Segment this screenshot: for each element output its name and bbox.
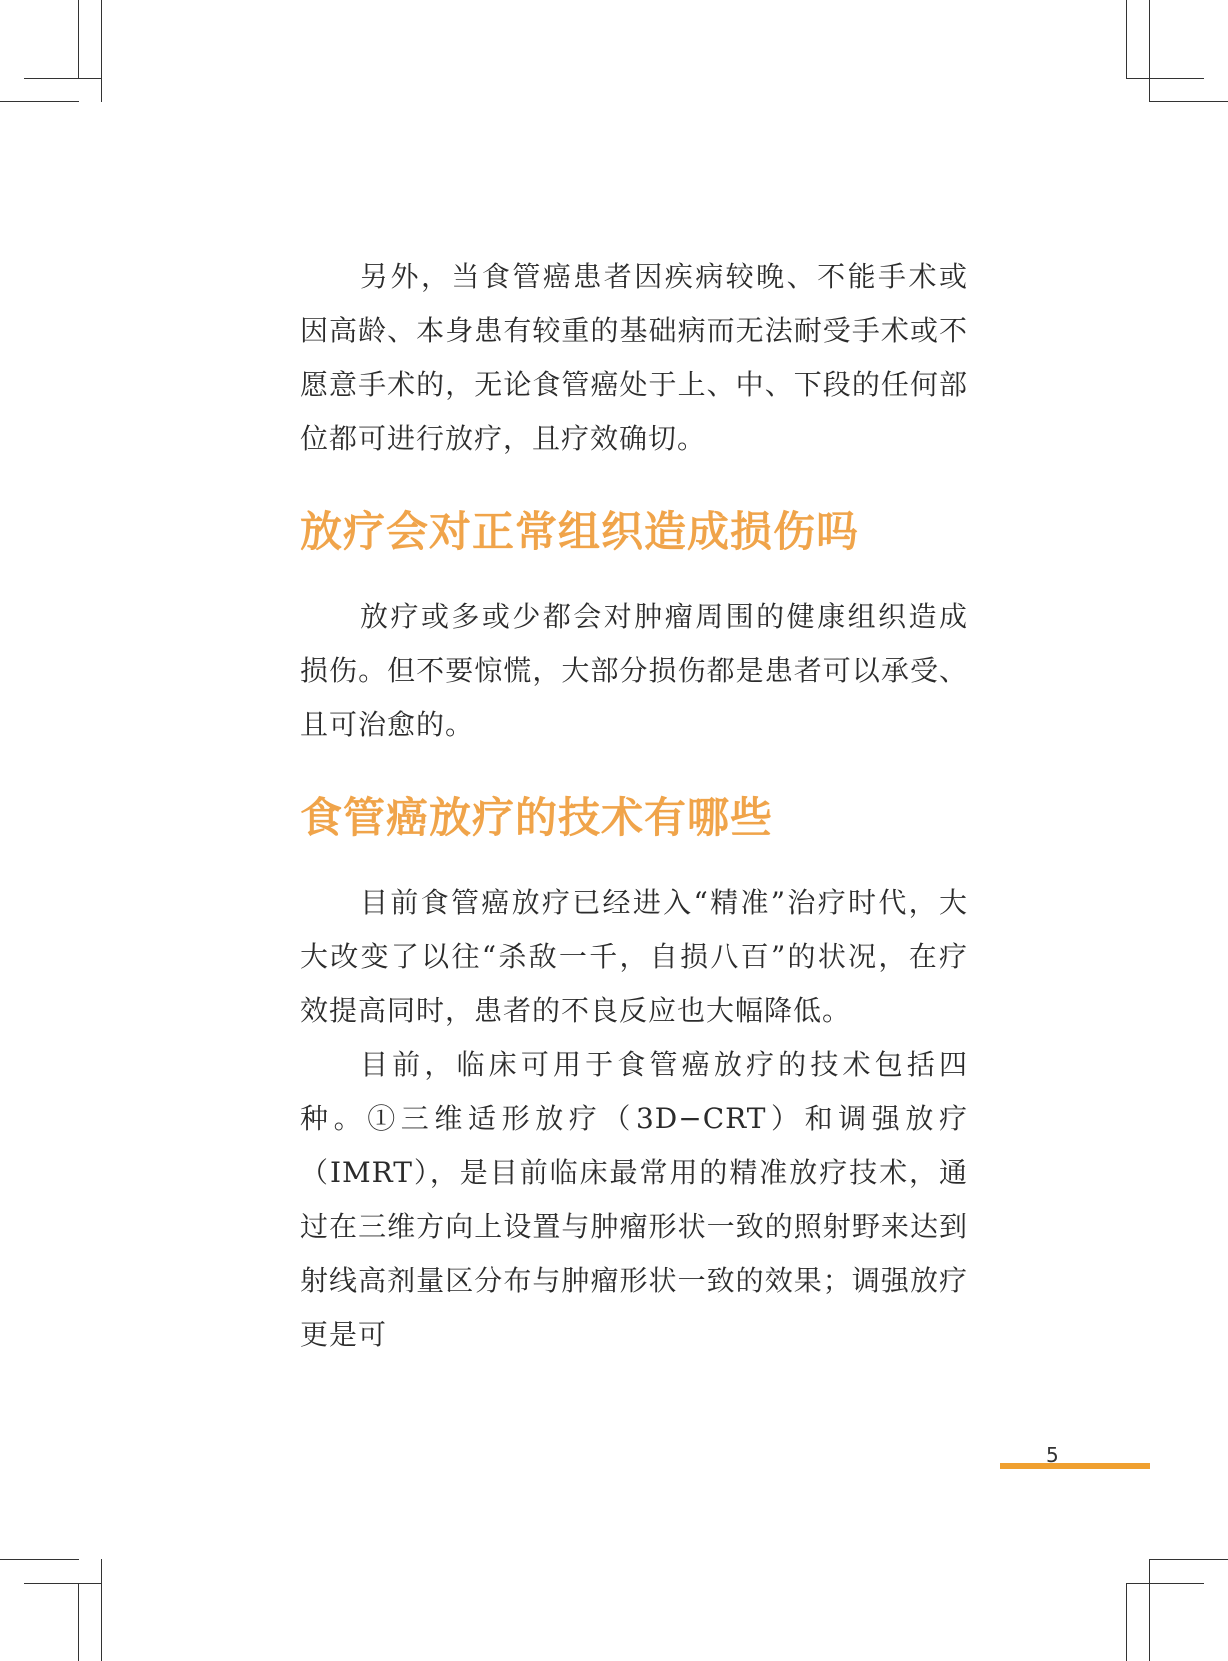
crop-mark-top-right-v1: [1126, 0, 1127, 78]
crop-mark-top-left-h2: [0, 101, 79, 102]
crop-mark-bottom-left-v2: [101, 1559, 102, 1661]
page-content: [300, 250, 968, 1362]
crop-mark-bottom-left-h1: [24, 1583, 102, 1584]
crop-mark-bottom-right-v2: [1149, 1559, 1150, 1661]
page-number-bar: [1000, 1463, 1150, 1469]
crop-mark-top-right-h1: [1126, 78, 1204, 79]
techniques-paragraph: 目前，临床可用于食管癌放疗的技术包括四种。①三维适形放疗（3D−CRT）和调强放疗（IMRT），是目前临床最常用的精准放疗技术，通过在三维方向上设置与肿瘤形状一致的照射野来达到射线高剂量区分布与肿瘤形状一致的效果；调强放疗更是可: [300, 1048, 968, 1351]
crop-mark-top-left-v2: [101, 0, 102, 102]
crop-mark-bottom-right-v1: [1126, 1583, 1127, 1661]
intro-paragraph: 另外，当食管癌患者因疾病较晚、不能手术或因高龄、本身患有较重的基础病而无法耐受手术或不愿意手术的，无论食管癌处于上、中、下段的任何部位都可进行放疗，且疗效确切。: [300, 260, 968, 455]
crop-mark-bottom-left-h2: [0, 1559, 79, 1560]
crop-mark-bottom-right-h1: [1126, 1583, 1204, 1584]
crop-mark-top-left-h1: [24, 78, 102, 79]
crop-mark-bottom-right-h2: [1149, 1559, 1228, 1560]
crop-mark-top-right-v2: [1149, 0, 1150, 102]
precision-era-paragraph: 目前食管癌放疗已经进入“精准”治疗时代，大大改变了以往“杀敌一千，自损八百”的状况，在疗效提高同时，患者的不良反应也大幅降低。: [300, 886, 968, 1027]
crop-mark-top-left-v1: [78, 0, 79, 78]
tissue-damage-paragraph: 放疗或多或少都会对肿瘤周围的健康组织造成损伤。但不要惊慌，大部分损伤都是患者可以承受、且可治愈的。: [300, 600, 968, 741]
section-heading-techniques: 食管癌放疗的技术有哪些: [300, 793, 774, 842]
section-heading-tissue-damage: 放疗会对正常组织造成损伤吗: [300, 507, 860, 556]
crop-mark-bottom-left-v1: [78, 1583, 79, 1661]
crop-mark-top-right-h2: [1149, 101, 1228, 102]
page-number: 5: [1046, 1443, 1059, 1467]
